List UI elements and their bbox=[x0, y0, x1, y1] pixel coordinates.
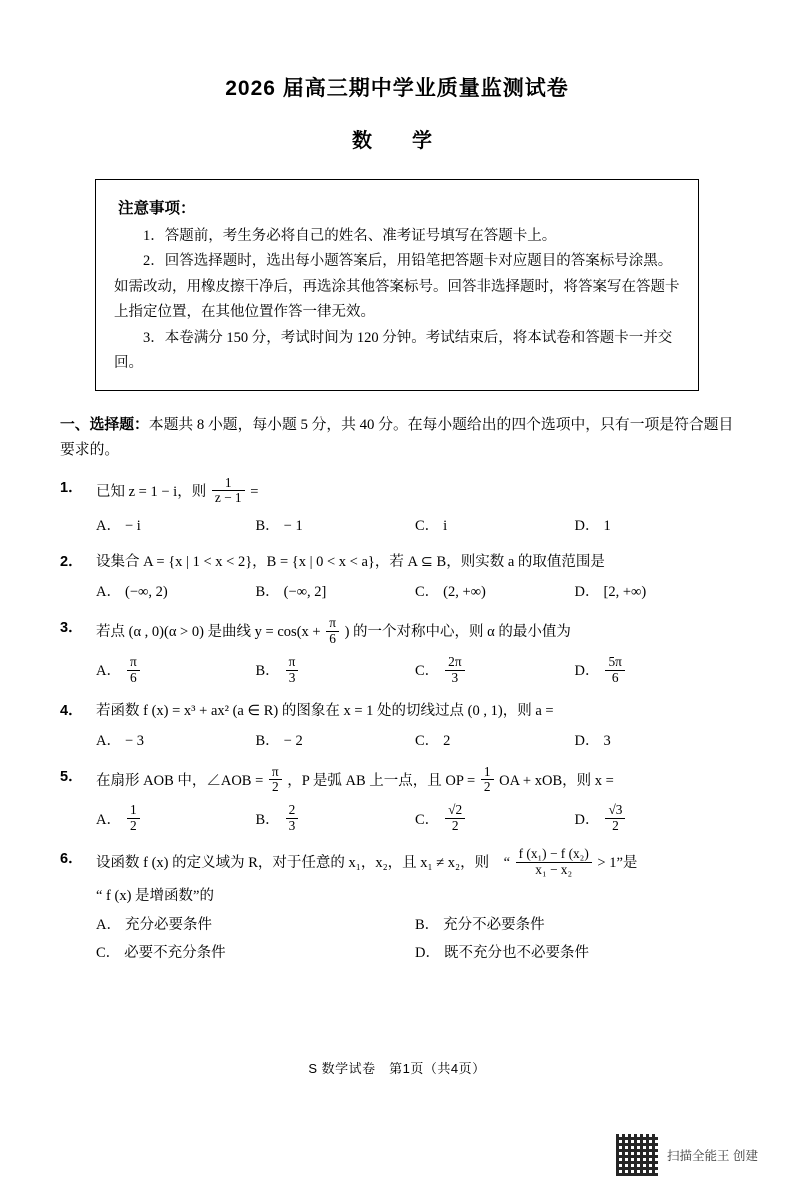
question-stem-mid: ，P 是弧 AB 上一点，且 OP = bbox=[287, 772, 476, 789]
fraction-numerator: √2 bbox=[448, 802, 463, 818]
fraction-numerator: π bbox=[329, 614, 336, 630]
option-text: [2, +∞) bbox=[603, 584, 647, 601]
option-b[interactable] bbox=[256, 804, 416, 835]
fraction-denominator: 2 bbox=[127, 818, 140, 834]
option-label: B． bbox=[255, 662, 280, 679]
option-c[interactable] bbox=[415, 515, 575, 537]
option-d[interactable] bbox=[575, 581, 735, 603]
option-label: C． bbox=[415, 584, 440, 601]
question-stem: 设集合 A = {x | 1 < x < 2}，B = {x | 0 < x < a}，若 A ⊆ B，则实数 a 的取值范围是 bbox=[96, 553, 605, 570]
option-a[interactable] bbox=[96, 804, 256, 835]
option-a[interactable] bbox=[96, 653, 256, 687]
question-stem-text: 设函数 f (x) 的定义域为 R，对于任意的 x₁，x₂，且 x₁ ≠ x₂，则 “ bbox=[96, 855, 511, 872]
question-stem bbox=[96, 474, 734, 508]
question-stem bbox=[96, 614, 734, 648]
option-text: (−∞, 2) bbox=[124, 584, 168, 601]
option-label: D． bbox=[574, 518, 600, 535]
option-text: − 1 bbox=[283, 518, 303, 535]
question-number: 4． bbox=[60, 702, 83, 719]
question-6 bbox=[60, 848, 734, 964]
fraction-numerator: √3 bbox=[608, 802, 623, 818]
section-label: 一、选择题： bbox=[60, 417, 149, 434]
option-label: A． bbox=[96, 662, 121, 679]
subject-title: 数 学 bbox=[352, 130, 442, 152]
option-text: 充分必要条件 bbox=[124, 916, 212, 933]
fraction-denominator: 3 bbox=[445, 670, 464, 686]
option-d[interactable] bbox=[575, 515, 735, 537]
question-number: 2． bbox=[60, 553, 83, 570]
options-grid bbox=[96, 914, 734, 965]
fraction bbox=[605, 655, 624, 686]
option-text: (−∞, 2] bbox=[283, 584, 327, 601]
fraction-numerator: π bbox=[271, 763, 279, 779]
option-text: − 2 bbox=[283, 733, 303, 750]
option-text: 必要不充分条件 bbox=[124, 945, 226, 962]
option-text: − 3 bbox=[124, 733, 145, 750]
option-text: (2, +∞) bbox=[443, 584, 486, 601]
option-b[interactable] bbox=[256, 515, 416, 537]
option-text: 1 bbox=[603, 518, 611, 535]
fraction-numerator: f (x₁) − f (x₂) bbox=[518, 846, 589, 862]
question-stem-tail: = bbox=[250, 483, 259, 500]
option-label: B． bbox=[255, 811, 280, 828]
fraction-numerator: 1 bbox=[129, 802, 137, 818]
options-row bbox=[96, 515, 734, 537]
option-label: C． bbox=[415, 733, 440, 750]
fraction-denominator: 6 bbox=[605, 670, 624, 686]
fraction bbox=[212, 476, 245, 507]
fraction-denominator: x₁ − x₂ bbox=[516, 862, 592, 878]
option-label: A． bbox=[96, 584, 121, 601]
question-number: 5． bbox=[60, 768, 83, 785]
question-stem-tail: > 1”是 bbox=[597, 855, 638, 872]
option-label: A． bbox=[96, 916, 121, 933]
options-row bbox=[96, 730, 734, 752]
fraction-numerator: π bbox=[129, 653, 137, 669]
option-label: A． bbox=[96, 811, 121, 828]
option-text: − i bbox=[124, 518, 141, 535]
option-label: D． bbox=[415, 945, 440, 962]
fraction-denominator: 2 bbox=[481, 779, 494, 795]
option-text: 充分不必要条件 bbox=[443, 916, 545, 933]
fraction-denominator: 2 bbox=[605, 818, 625, 834]
question-stem-text: 在扇形 AOB 中，∠AOB = bbox=[96, 772, 264, 789]
question-stem-text: 若点 (α , 0)(α > 0) 是曲线 y = cos(x + bbox=[96, 623, 321, 640]
question-2 bbox=[60, 551, 734, 604]
option-c[interactable] bbox=[415, 730, 575, 752]
option-label: B． bbox=[415, 916, 440, 933]
question-number: 6． bbox=[60, 851, 83, 868]
options-row bbox=[96, 581, 734, 603]
fraction-denominator: 6 bbox=[127, 670, 140, 686]
option-text: 2 bbox=[443, 733, 451, 750]
fraction bbox=[481, 765, 494, 796]
fraction-denominator: 2 bbox=[269, 779, 282, 795]
exam-paper-page bbox=[0, 72, 794, 1195]
options-row bbox=[96, 804, 734, 835]
notice-item: 1．答题前，考生务必将自己的姓名、准考证号填写在答题卡上。 bbox=[143, 228, 557, 244]
option-label: D． bbox=[574, 584, 600, 601]
question-stem-text: 已知 z = 1 − i，则 bbox=[96, 483, 207, 500]
question-stem bbox=[96, 763, 734, 797]
options-row bbox=[96, 653, 734, 687]
notice-heading: 注意事项： bbox=[118, 200, 196, 217]
option-label: A． bbox=[96, 733, 121, 750]
qr-code-icon bbox=[615, 1133, 659, 1177]
question-3 bbox=[60, 614, 734, 687]
section-desc: 本题共 8 小题，每小题 5 分，共 40 分。在每小题给出的四个选项中，只有一项是符合题目要求的。 bbox=[60, 417, 734, 459]
options-row bbox=[96, 942, 734, 964]
page-footer: S 数学试卷 第1页（共4页） bbox=[308, 1061, 486, 1076]
fraction bbox=[605, 803, 625, 834]
option-label: C． bbox=[415, 662, 440, 679]
fraction bbox=[127, 655, 140, 686]
option-a[interactable] bbox=[96, 730, 256, 752]
notice-item: 3．本卷满分 150 分，考试时间为 120 分钟。考试结束后，将本试卷和答题卡一并交回。 bbox=[114, 329, 673, 371]
fraction bbox=[286, 655, 299, 686]
option-a[interactable] bbox=[96, 515, 256, 537]
option-label: B． bbox=[255, 584, 280, 601]
option-label: D． bbox=[574, 811, 600, 828]
fraction-denominator: 6 bbox=[326, 631, 339, 647]
option-label: D． bbox=[574, 733, 600, 750]
fraction-denominator: 2 bbox=[445, 818, 465, 834]
option-label: A． bbox=[96, 518, 121, 535]
option-b[interactable] bbox=[256, 581, 416, 603]
option-c[interactable] bbox=[96, 942, 415, 964]
option-label: D． bbox=[574, 662, 600, 679]
question-5 bbox=[60, 763, 734, 836]
option-d[interactable] bbox=[575, 804, 735, 835]
option-a[interactable] bbox=[96, 914, 415, 936]
fraction bbox=[445, 655, 464, 686]
fraction-numerator: 1 bbox=[224, 474, 232, 490]
notice-item: 2．回答选择题时，选出每小题答案后，用铅笔把答题卡对应题目的答案标号涂黑。如需改动，用橡皮擦干净后，再选涂其他答案标号。回答非选择题时，将答案写在答题卡上指定位置，在其他位置作答一律无效。 bbox=[114, 253, 680, 321]
option-c[interactable] bbox=[415, 581, 575, 603]
question-stem-line2: “ f (x) 是增函数”的 bbox=[96, 888, 214, 905]
fraction-numerator: 5π bbox=[608, 653, 622, 669]
fraction bbox=[326, 616, 339, 647]
option-text: 3 bbox=[603, 733, 611, 750]
option-label: B． bbox=[255, 518, 280, 535]
scan-watermark bbox=[615, 1133, 758, 1177]
option-text: 既不充分也不必要条件 bbox=[443, 945, 589, 962]
fraction-denominator: 3 bbox=[286, 670, 299, 686]
question-4 bbox=[60, 700, 734, 753]
option-a[interactable] bbox=[96, 581, 256, 603]
page-title: 2026 届高三期中学业质量监测试卷 bbox=[225, 77, 569, 100]
option-b[interactable] bbox=[256, 730, 416, 752]
fraction-numerator: π bbox=[288, 653, 296, 669]
question-stem: 若函数 f (x) = x³ + ax² (a ∈ R) 的图象在 x = 1 处的切线过点 (0 , 1)，则 a = bbox=[96, 702, 554, 719]
question-1 bbox=[60, 474, 734, 538]
scan-watermark-label: 扫描全能王 创建 bbox=[667, 1149, 758, 1163]
question-number: 1． bbox=[60, 479, 83, 496]
option-text: i bbox=[443, 518, 448, 535]
option-label: C． bbox=[96, 945, 121, 962]
question-stem bbox=[96, 848, 734, 907]
option-b[interactable] bbox=[415, 914, 734, 936]
option-b[interactable] bbox=[255, 653, 416, 687]
fraction-denominator: z − 1 bbox=[212, 490, 245, 506]
question-stem-tail: OA + xOB，则 x = bbox=[499, 772, 614, 789]
option-d[interactable] bbox=[575, 730, 735, 752]
fraction-numerator: 1 bbox=[483, 763, 491, 779]
option-label: C． bbox=[415, 518, 440, 535]
fraction bbox=[269, 765, 282, 796]
fraction-numerator: 2π bbox=[448, 653, 462, 669]
fraction-denominator: 3 bbox=[286, 818, 299, 834]
fraction-numerator: 2 bbox=[288, 802, 296, 818]
option-d[interactable] bbox=[574, 653, 735, 687]
option-c[interactable] bbox=[415, 653, 575, 687]
option-c[interactable] bbox=[415, 804, 575, 835]
option-label: B． bbox=[255, 733, 280, 750]
option-d[interactable] bbox=[415, 942, 734, 964]
question-number: 3． bbox=[60, 619, 83, 636]
fraction bbox=[445, 803, 465, 834]
option-label: C． bbox=[415, 811, 440, 828]
section-heading bbox=[60, 413, 734, 463]
options-row bbox=[96, 914, 734, 936]
question-stem-tail: ) 的一个对称中心，则 α 的最小值为 bbox=[344, 623, 571, 640]
fraction bbox=[286, 803, 299, 834]
fraction bbox=[516, 847, 592, 878]
fraction bbox=[127, 803, 140, 834]
notice-box bbox=[95, 179, 699, 391]
